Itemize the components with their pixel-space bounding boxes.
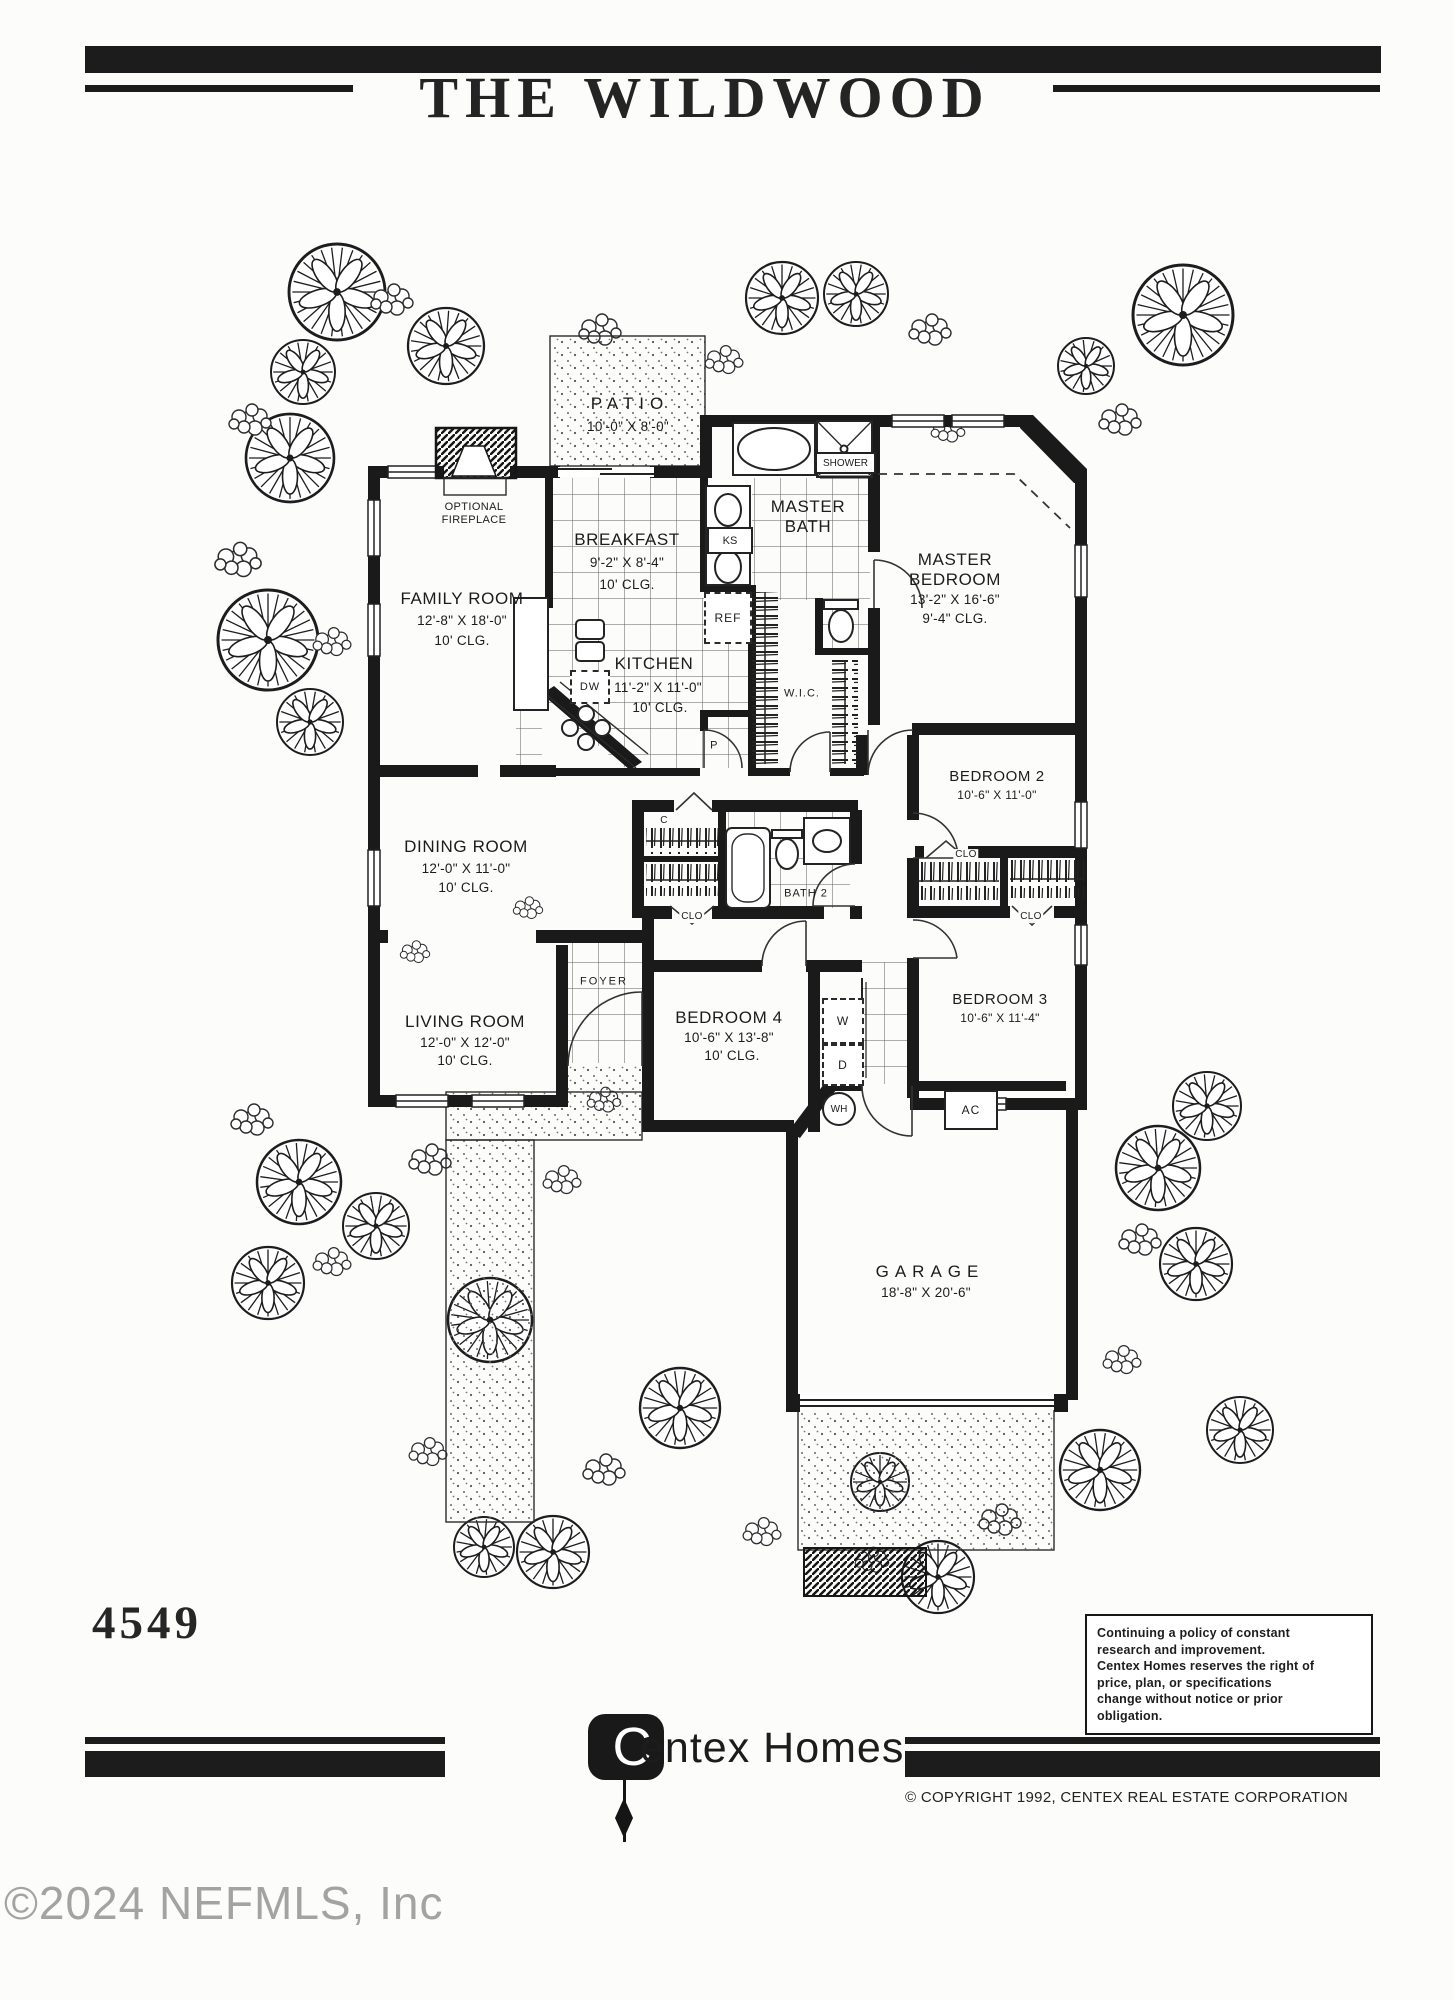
- bedroom3-dims: 10'-6" X 11'-4": [960, 1010, 1040, 1025]
- shrub-icon: [231, 1104, 273, 1135]
- living-room-ceiling: 10' CLG.: [437, 1053, 493, 1069]
- tree-icon: [454, 1517, 514, 1577]
- master-bedroom-label: MASTER BEDROOM: [908, 549, 1002, 589]
- shrub-icon: [909, 314, 951, 345]
- dining-room-label: DINING ROOM: [404, 836, 528, 856]
- optional-fireplace-label: OPTIONAL FIREPLACE: [441, 501, 507, 526]
- shrub-icon: [513, 897, 542, 919]
- closet-label-bedroom2: CLO: [955, 849, 977, 861]
- bath2-label: BATH 2: [784, 887, 828, 900]
- shrub-icon: [1099, 404, 1141, 435]
- closet-label-bedroom3: CLO: [1020, 911, 1042, 923]
- tree-icon: [1173, 1072, 1241, 1140]
- master-bedroom-ceiling: 9'-4" CLG.: [922, 611, 988, 627]
- foyer-label: FOYER: [580, 975, 628, 988]
- centex-logo-initial: C: [612, 1717, 652, 1777]
- dryer-box: D: [822, 1044, 864, 1086]
- knee-space-label: KS: [707, 527, 753, 554]
- breakfast-ceiling: 10' CLG.: [599, 577, 655, 593]
- patio-dims: 10'-0" X 8'-0": [587, 419, 669, 435]
- shrub-icon: [215, 542, 261, 576]
- patio-label: PATIO: [590, 393, 670, 413]
- disclaimer-line: research and improvement.: [1097, 1642, 1266, 1657]
- master-bedroom-dims: 13'-2" X 16'-6": [910, 592, 1000, 608]
- watermark: ©2024 NEFMLS, Inc: [4, 1877, 444, 1929]
- plan-number: 4549: [92, 1597, 202, 1649]
- tree-icon: [1060, 1430, 1140, 1510]
- shrub-icon: [400, 941, 429, 963]
- pantry-label: P: [710, 739, 718, 752]
- disclaimer-line: Continuing a policy of constant: [1097, 1626, 1290, 1640]
- linen-label: C: [660, 815, 668, 827]
- garage-dims: 18'-8" X 20'-6": [881, 1285, 971, 1301]
- bedroom4-dims: 10'-6" X 13'-8": [684, 1030, 774, 1046]
- family-room-label: FAMILY ROOM: [400, 588, 524, 608]
- garage-label: GARAGE: [875, 1261, 985, 1281]
- shrub-icon: [743, 1518, 781, 1546]
- shrub-icon: [313, 1248, 351, 1276]
- tree-icon: [289, 244, 385, 340]
- fireplace: [436, 428, 516, 495]
- copyright-line: © COPYRIGHT 1992, CENTEX REAL ESTATE CORPORATION: [905, 1789, 1349, 1806]
- air-conditioner-label: AC: [944, 1090, 998, 1130]
- tree-icon: [1160, 1228, 1232, 1300]
- breakfast-dims: 9'-2" X 8'-4": [589, 555, 665, 571]
- tree-icon: [1058, 338, 1114, 394]
- tree-icon: [1116, 1126, 1200, 1210]
- bedroom3-label: BEDROOM 3: [952, 991, 1048, 1009]
- shrub-icon: [543, 1166, 581, 1194]
- shrub-icon: [705, 346, 743, 374]
- family-room-dims: 12'-8" X 18'-0": [417, 613, 507, 629]
- bedroom4-label: BEDROOM 4: [675, 1007, 783, 1027]
- tree-icon: [1207, 1397, 1273, 1463]
- tree-icon: [257, 1140, 341, 1224]
- tree-icon: [1133, 265, 1233, 365]
- shower-label: SHOWER: [815, 452, 876, 474]
- dishwasher-box: DW: [570, 670, 610, 704]
- breakfast-label: BREAKFAST: [574, 529, 680, 549]
- dining-room-ceiling: 10' CLG.: [438, 880, 494, 896]
- bedroom2-label: BEDROOM 2: [949, 768, 1045, 786]
- tree-icon: [640, 1368, 720, 1448]
- footer-thick-rule-left: [85, 1751, 445, 1777]
- living-room-dims: 12'-0" X 12'-0": [420, 1035, 510, 1051]
- footer-thick-rule-right: [905, 1751, 1380, 1777]
- water-heater-label: WH: [822, 1092, 856, 1126]
- disclaimer-line: Centex Homes reserves the right of: [1097, 1659, 1315, 1673]
- disclaimer-line: price, plan, or specifications: [1097, 1675, 1272, 1690]
- disclaimer-box: [1085, 1614, 1373, 1735]
- kitchen-label: KITCHEN: [614, 653, 694, 673]
- tree-icon: [232, 1247, 304, 1319]
- shrub-icon: [1103, 1346, 1141, 1374]
- tree-icon: [218, 590, 318, 690]
- family-room-ceiling: 10' CLG.: [434, 633, 490, 649]
- master-bath-label: MASTER BATH: [770, 496, 846, 536]
- closet-label-hall: CLO: [681, 911, 703, 923]
- living-room-label: LIVING ROOM: [405, 1011, 525, 1031]
- shrub-icon: [583, 1454, 625, 1485]
- tree-icon: [517, 1516, 589, 1588]
- refrigerator-box: REF: [704, 592, 752, 644]
- page-title: THE WILDWOOD: [419, 65, 991, 130]
- washer-box: W: [822, 998, 864, 1044]
- disclaimer-line: change without notice or prior: [1097, 1692, 1283, 1706]
- dining-room-dims: 12'-0" X 11'-0": [421, 861, 511, 877]
- tree-icon: [824, 262, 888, 326]
- bedroom4-ceiling: 10' CLG.: [704, 1048, 760, 1064]
- tree-icon: [746, 262, 818, 334]
- tree-icon: [277, 689, 343, 755]
- kitchen-ceiling: 10' CLG.: [632, 700, 688, 716]
- walk-in-closet-label: W.I.C.: [784, 687, 820, 700]
- shrub-icon: [1119, 1224, 1161, 1255]
- disclaimer-line: obligation.: [1097, 1708, 1163, 1723]
- kitchen-dims: 11'-2" X 11'-0": [614, 680, 702, 696]
- footer-thin-rule-right: [905, 1737, 1380, 1744]
- bedroom2-dims: 10'-6" X 11'-0": [957, 787, 1037, 802]
- footer-thin-rule-left: [85, 1737, 445, 1744]
- tree-icon: [408, 308, 484, 384]
- centex-logo-text: entex Homes: [640, 1724, 905, 1772]
- tree-icon: [271, 340, 335, 404]
